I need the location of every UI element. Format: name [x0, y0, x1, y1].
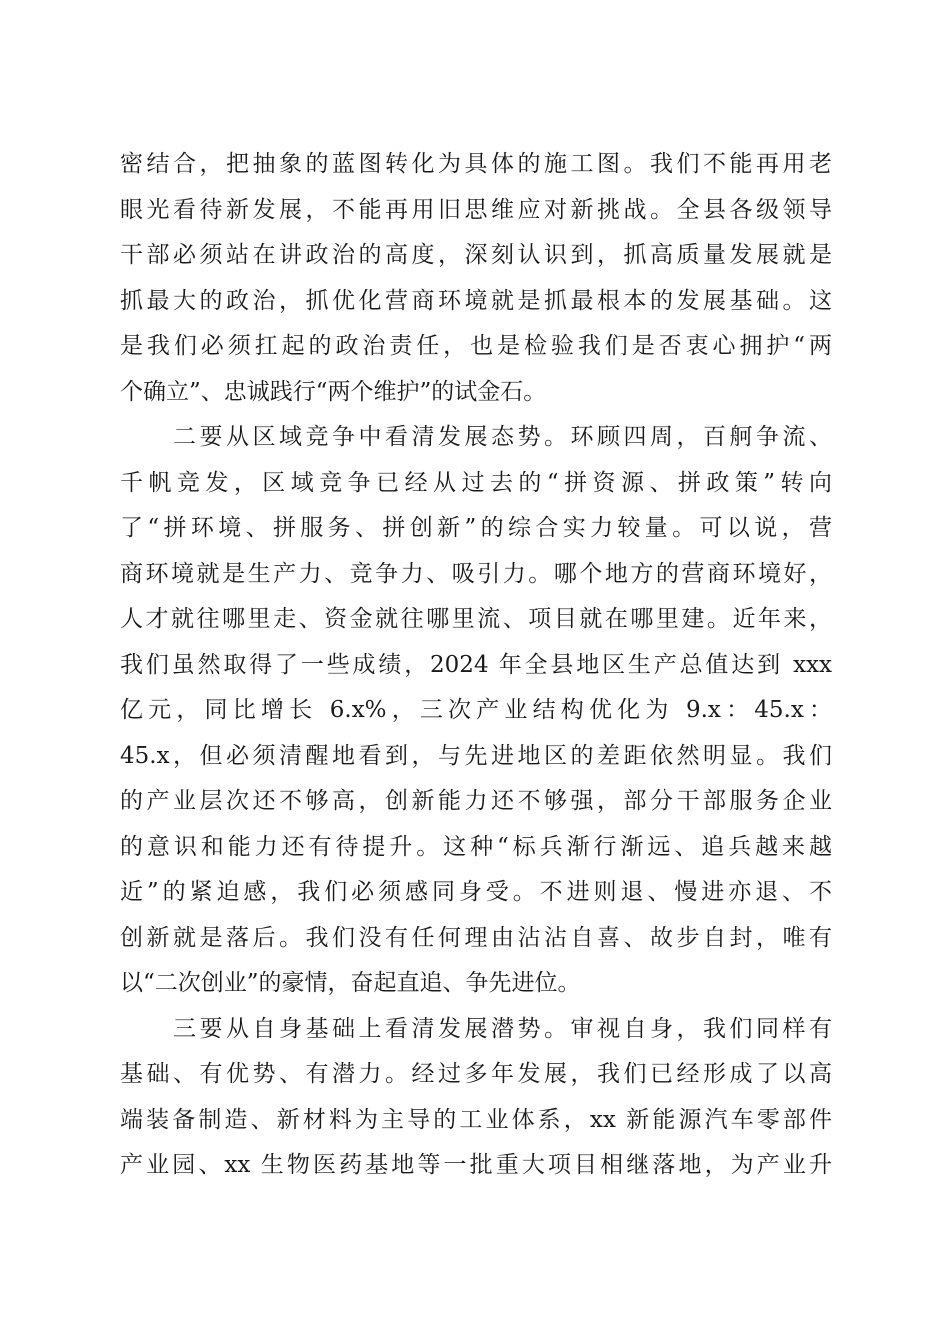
text-line: 产业园、xx 生物医药基地等一批重大项目相继落地，为产业升	[120, 1152, 832, 1178]
text-line: 是我们必须扛起的政治责任，也是检验我们是否衷心拥护“两	[120, 333, 832, 359]
text-line: 干部必须站在讲政治的高度，深刻认识到，抓高质量发展就是	[120, 242, 832, 268]
text-line: 亿元，同比增长 6.x%，三次产业结构优化为 9.x：45.x：	[120, 697, 832, 723]
text-line: 个确立”、忠诚践行“两个维护”的试金石。	[120, 378, 547, 405]
text-line: 45.x，但必须清醒地看到，与先进地区的差距依然明显。我们	[120, 742, 832, 769]
text-line: 了“拼环境、拼服务、拼创新”的综合实力较量。可以说，营	[120, 515, 832, 541]
text-line: 基础、有优势、有潜力。经过多年发展，我们已经形成了以高	[120, 1061, 832, 1087]
text-line: 以“二次创业”的豪情，奋起直追、争先进位。	[120, 970, 581, 996]
text-line: 眼光看待新发展，不能再用旧思维应对新挑战。全县各级领导	[120, 196, 832, 223]
text-line: 人才就往哪里走、资金就往哪里流、项目就在哪里建。近年来，	[120, 606, 832, 632]
text-line: 我们虽然取得了一些成绩，2024 年全县地区生产总值达到 xxx	[120, 651, 832, 678]
text-line: 端装备制造、新材料为主导的工业体系，xx 新能源汽车零部件	[120, 1106, 832, 1133]
text-line: 的产业层次还不够高，创新能力还不够强，部分干部服务企业	[120, 788, 832, 814]
text-line: 商环境就是生产力、竞争力、吸引力。哪个地方的营商环境好，	[120, 560, 832, 587]
text-line: 创新就是落后。我们没有任何理由沾沾自喜、故步自封，唯有	[120, 924, 832, 951]
text-line: 抓最大的政治，抓优化营商环境就是抓最根本的发展基础。这	[120, 287, 832, 314]
text-line: 三要从自身基础上看清发展潜势。审视自身，我们同样有	[120, 1015, 832, 1042]
text-line: 二要从区域竞争中看清发展态势。环顾四周，百舸争流、	[120, 424, 832, 450]
text-line: 密结合，把抽象的蓝图转化为具体的施工图。我们不能再用老	[120, 151, 832, 177]
text-line: 近”的紧迫感，我们必须感同身受。不进则退、慢进亦退、不	[120, 879, 832, 905]
body-text	[120, 142, 832, 1189]
text-line: 的意识和能力还有待提升。这种“标兵渐行渐远、追兵越来越	[120, 833, 832, 860]
text-line: 千帆竞发，区域竞争已经从过去的“拼资源、拼政策”转向	[120, 469, 832, 496]
